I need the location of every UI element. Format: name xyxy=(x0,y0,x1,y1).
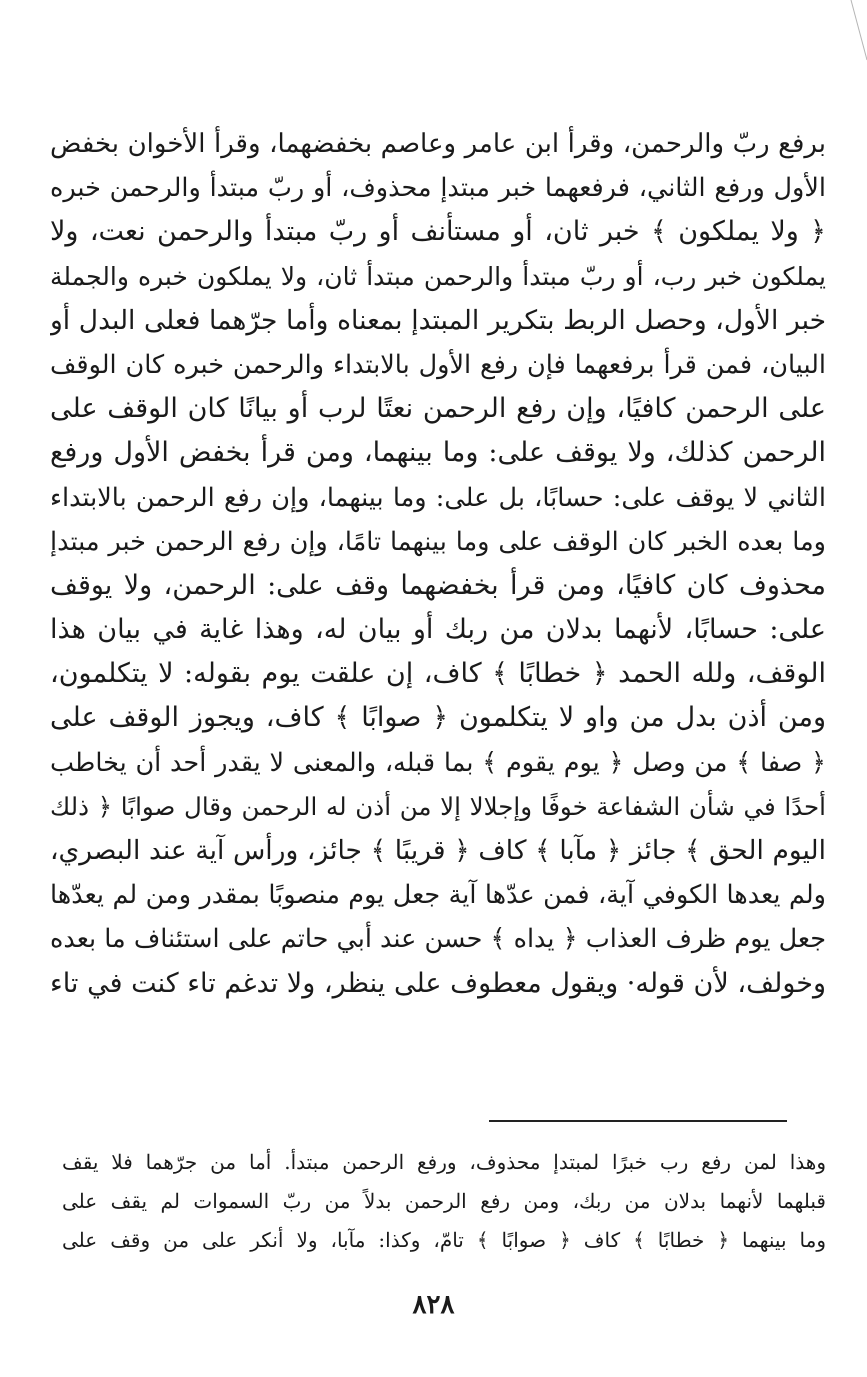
footnote-separator xyxy=(489,1120,787,1122)
text-line: على: حسابًا، لأنهما بدلان من ربك أو بيان له، وهذا غاية في بيان هذا xyxy=(50,614,826,646)
footnote-line: قبلهما لأنهما بدلان من ربك، ومن رفع الرحمن بدلاً من ربّ السموات لم يقف على xyxy=(62,1189,826,1213)
main-text-block xyxy=(50,122,826,1006)
text-line: يملكون خبر رب، أو ربّ مبتدأ والرحمن مبتدأ ثان، ولا يملكون خبره والجملة xyxy=(50,261,826,291)
page-corner-mark xyxy=(847,0,867,70)
text-line: الأول ورفع الثاني، فرفعهما خبر مبتدإ محذوف، أو ربّ مبتدأ والرحمن خبره xyxy=(50,173,826,204)
footnote-line: وما بينهما ﴿ خطابًا ﴾ كاف ﴿ صوابًا ﴾ تامّ، وكذا: مآبا، ولا أنكر على من وقف على xyxy=(62,1228,826,1252)
text-line: أحدًا في شأن الشفاعة خوفًا وإجلالا إلا من أذن له الرحمن وقال صوابًا ﴿ ذلك xyxy=(50,791,826,821)
text-line: ﴿ صفا ﴾ من وصل ﴿ يوم يقوم ﴾ بما قبله، والمعنى لا يقدر أحد أن يخاطب xyxy=(50,747,826,778)
text-line: جعل يوم ظرف العذاب ﴿ يداه ﴾ حسن عند أبي حاتم على استئناف ما بعده xyxy=(50,924,826,955)
text-line: اليوم الحق ﴾ جائز ﴿ مآبا ﴾ كاف ﴿ قريبًا ﴾ جائز، ورأس آية عند البصري، xyxy=(50,835,826,866)
text-line: محذوف كان كافيًا، ومن قرأ بخفضهما وقف على: الرحمن، ولا يوقف xyxy=(50,569,826,601)
footnote-line: وهذا لمن رفع رب خبرًا لمبتدإ محذوف، ورفع الرحمن مبتدأ. أما من جرّهما فلا يقف xyxy=(62,1150,826,1174)
text-line: وما بعده الخبر كان الوقف على وما بينهما تامًا، وإن رفع الرحمن خبر مبتدإ xyxy=(50,526,826,557)
text-line: ولم يعدها الكوفي آية، فمن عدّها آية جعل يوم منصوبًا بمقدر ومن لم يعدّها xyxy=(50,880,826,911)
text-line: برفع ربّ والرحمن، وقرأ ابن عامر وعاصم بخفضهما، وقرأ الأخوان بخفض xyxy=(50,129,826,159)
text-line: الرحمن كذلك، ولا يوقف على: وما بينهما، ومن قرأ بخفض الأول ورفع xyxy=(50,437,826,469)
text-line: البيان، فمن قرأ برفعهما فإن رفع الأول بالابتداء والرحمن خبره كان الوقف xyxy=(50,349,826,380)
text-line: الثاني لا يوقف على: حسابًا، بل على: وما بينهما، وإن رفع الرحمن بالابتداء xyxy=(50,482,826,513)
text-line: خبر الأول، وحصل الربط بتكرير المبتدإ بمعناه وأما جرّهما فعلى البدل أو xyxy=(50,304,826,336)
footnote-block xyxy=(62,1143,826,1260)
text-line: على الرحمن كافيًا، وإن رفع الرحمن نعتًا لرب أو بيانًا كان الوقف على xyxy=(50,393,826,425)
text-line: الوقف، ولله الحمد ﴿ خطابًا ﴾ كاف، إن علقت يوم بقوله: لا يتكلمون، xyxy=(50,658,826,690)
text-line: ومن أذن بدل من واو لا يتكلمون ﴿ صوابًا ﴾ كاف، ويجوز الوقف على xyxy=(50,702,826,734)
text-line: وخولف، لأن قوله· ويقول معطوف على ينظر، ولا تدغم تاء كنت في تاء xyxy=(50,967,826,999)
text-line: ﴿ ولا يملكون ﴾ خبر ثان، أو مستأنف أو ربّ مبتدأ والرحمن نعت، ولا xyxy=(50,216,826,248)
page-number: ٨٢٨ xyxy=(412,1290,455,1320)
